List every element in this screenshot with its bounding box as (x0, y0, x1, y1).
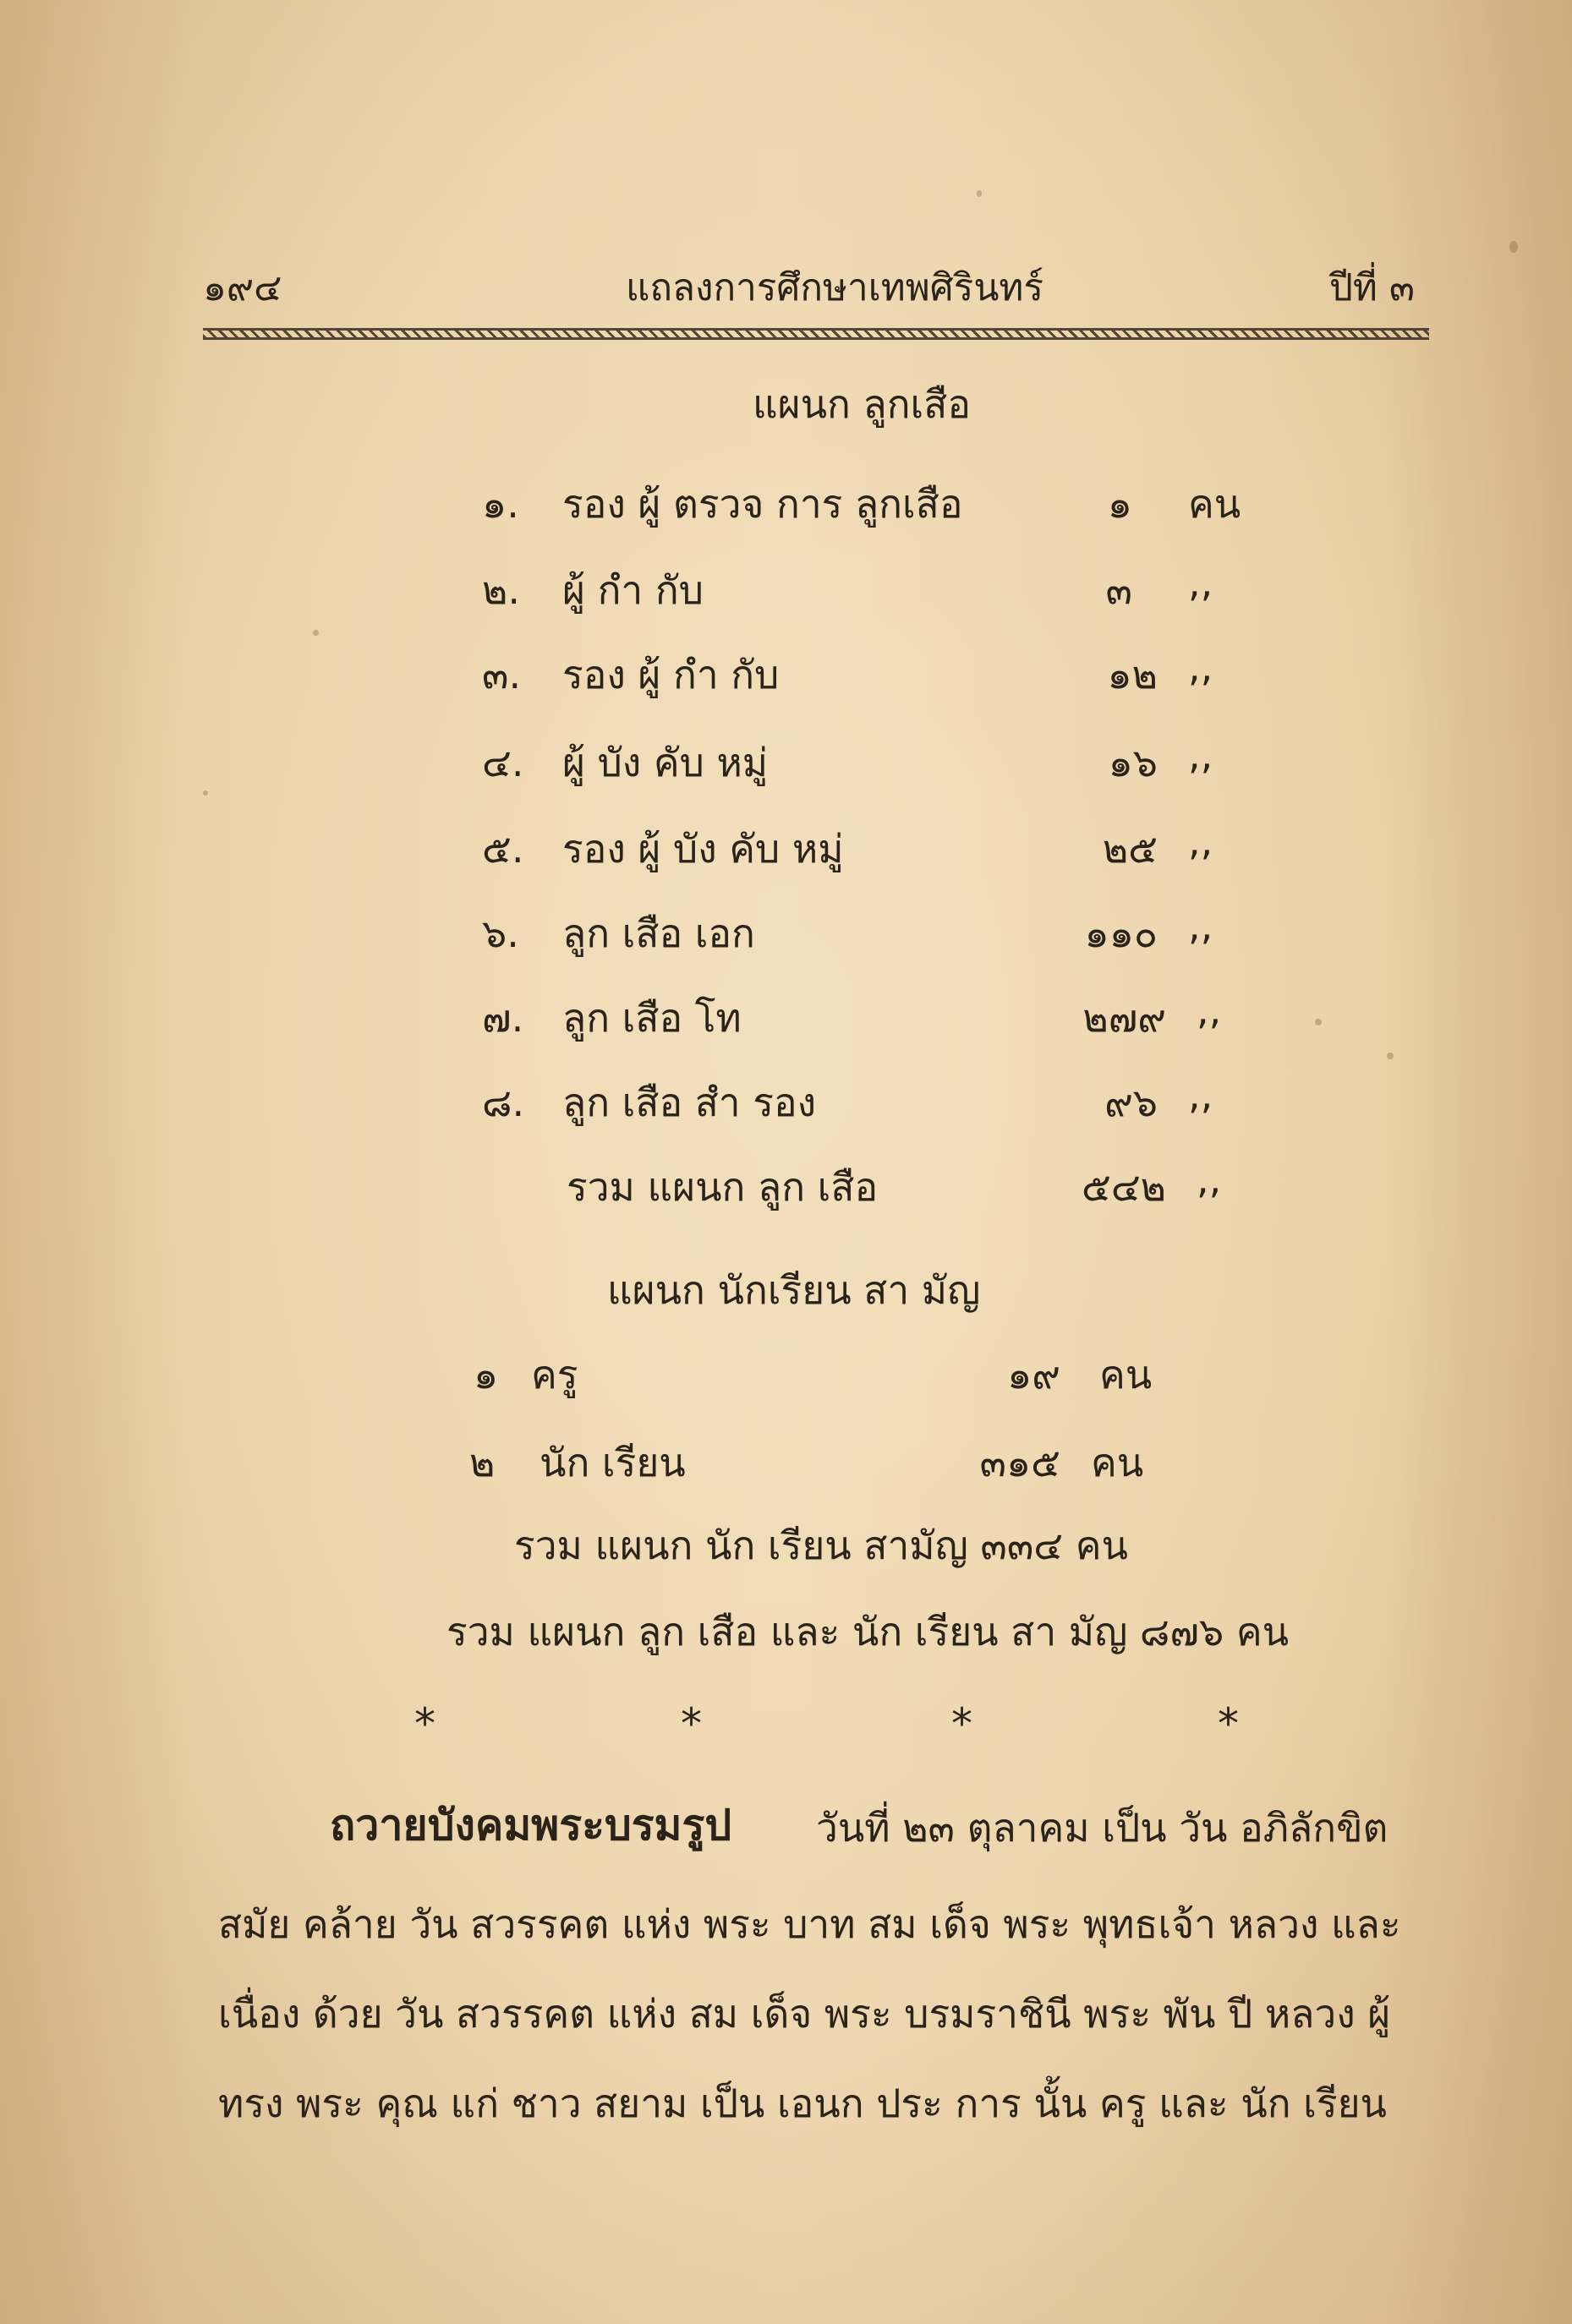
row-number: ๑ (474, 1352, 499, 1397)
grand-total: รวม แผนก ลูก เสือ และ นัก เรียน สา มัญ ๘๗๖ คน (446, 1609, 1290, 1654)
paper-speck (1509, 241, 1518, 253)
scout-row (0, 644, 1572, 695)
row-label: ครู (531, 1352, 578, 1397)
article-line: วันที่ ๒๓ ตุลาคม เป็น วัน อภิลักขิต (816, 1805, 1389, 1851)
scout-total-row (0, 1157, 1572, 1210)
scout-row (0, 818, 1572, 872)
row-unit: คน (1099, 1352, 1153, 1397)
total-count: ๕๔๒ (1082, 1164, 1166, 1210)
separator-star: * (681, 1699, 702, 1748)
row-count: ๓ (1105, 567, 1132, 613)
scout-row (0, 732, 1572, 783)
row-count: ๓๑๕ (979, 1440, 1060, 1485)
total-label: รวม แผนก ลูก เสือ (567, 1164, 879, 1210)
paper-speck (313, 630, 319, 636)
volume-label: ปีที่ ๓ (1329, 266, 1415, 309)
scout-row (0, 903, 1572, 954)
separator-star: * (1218, 1699, 1239, 1748)
row-number: ๓. (482, 652, 522, 697)
scout-row (0, 1072, 1572, 1123)
row-label: รอง ผู้ บัง คับ หมู่ (562, 826, 844, 872)
row-label: ลูก เสือ เอก (562, 910, 755, 956)
article-line: สมัย คล้าย วัน สวรรคต แห่ง พระ บาท สม เด็จ พระ พุทธเจ้า หลวง และ (218, 1901, 1401, 1947)
paper-speck (203, 790, 208, 796)
row-number: ๖. (482, 910, 519, 956)
row-number: ๕. (482, 826, 524, 872)
row-unit: ,, (1188, 903, 1213, 949)
row-label: รอง ผู้ ตรวจ การ ลูกเสือ (562, 481, 963, 527)
scout-row (0, 560, 1572, 613)
student-row (0, 1344, 1572, 1395)
row-count: ๑๙ (1007, 1352, 1060, 1397)
row-label: ผู้ บัง คับ หมู่ (562, 740, 769, 785)
row-unit: ,, (1197, 987, 1222, 1033)
row-number: ๑. (482, 481, 519, 527)
total-unit: ,, (1197, 1157, 1222, 1202)
row-label: นัก เรียน (540, 1440, 686, 1485)
row-count: ๑ (1107, 481, 1132, 527)
article-heading: ถวายบังคมพระบรมรูป (330, 1801, 732, 1850)
row-count: ๙๖ (1104, 1080, 1158, 1125)
paper-speck (1387, 1053, 1394, 1059)
separator-star: * (951, 1699, 972, 1748)
scouts-section-heading: แผนก ลูกเสือ (753, 381, 971, 427)
student-row (0, 1432, 1572, 1483)
row-unit: ,, (1188, 818, 1213, 864)
paper-speck (1315, 1019, 1322, 1025)
scout-row (0, 987, 1572, 1041)
article-line: เนื่อง ด้วย วัน สวรรคต แห่ง สม เด็จ พระ บรมราชินี พระ พัน ปี หลวง ผู้ (218, 1991, 1391, 2037)
row-unit: คน (1188, 481, 1241, 527)
row-number: ๘. (482, 1080, 525, 1125)
students-section-heading: แผนก นักเรียน สา มัญ (607, 1267, 981, 1313)
row-unit: ,, (1188, 560, 1213, 605)
row-unit: คน (1091, 1440, 1144, 1485)
row-number: ๗. (482, 995, 524, 1041)
row-label: ลูก เสือ สำ รอง (562, 1080, 817, 1125)
row-count: ๒๗๙ (1082, 995, 1166, 1041)
row-count: ๑๒ (1107, 652, 1158, 697)
header-divider (203, 328, 1429, 340)
row-unit: ,, (1188, 1072, 1213, 1118)
paper-speck (977, 190, 982, 197)
row-unit: ,, (1188, 644, 1213, 690)
row-number: ๒ (469, 1440, 496, 1485)
row-unit: ,, (1188, 732, 1213, 778)
separator-star: * (414, 1699, 435, 1748)
page-title: แถลงการศึกษาเทพศิรินทร์ (626, 266, 1044, 309)
article-line: ทรง พระ คุณ แก่ ชาว สยาม เป็น เอนก ประ การ นั้น ครู และ นัก เรียน (218, 2081, 1387, 2126)
row-count: ๑๑๐ (1084, 910, 1158, 956)
row-label: ลูก เสือ โท (562, 995, 742, 1041)
row-count: ๒๕ (1102, 826, 1158, 872)
row-number: ๒. (482, 567, 520, 613)
row-number: ๔. (482, 740, 524, 785)
scout-row (0, 473, 1572, 527)
row-label: รอง ผู้ กำ กับ (562, 652, 780, 697)
row-count: ๑๖ (1108, 740, 1158, 785)
row-label: ผู้ กำ กับ (562, 567, 704, 613)
page-number: ๑๙๔ (203, 266, 282, 309)
students-total: รวม แผนก นัก เรียน สามัญ ๓๓๔ คน (514, 1523, 1128, 1568)
